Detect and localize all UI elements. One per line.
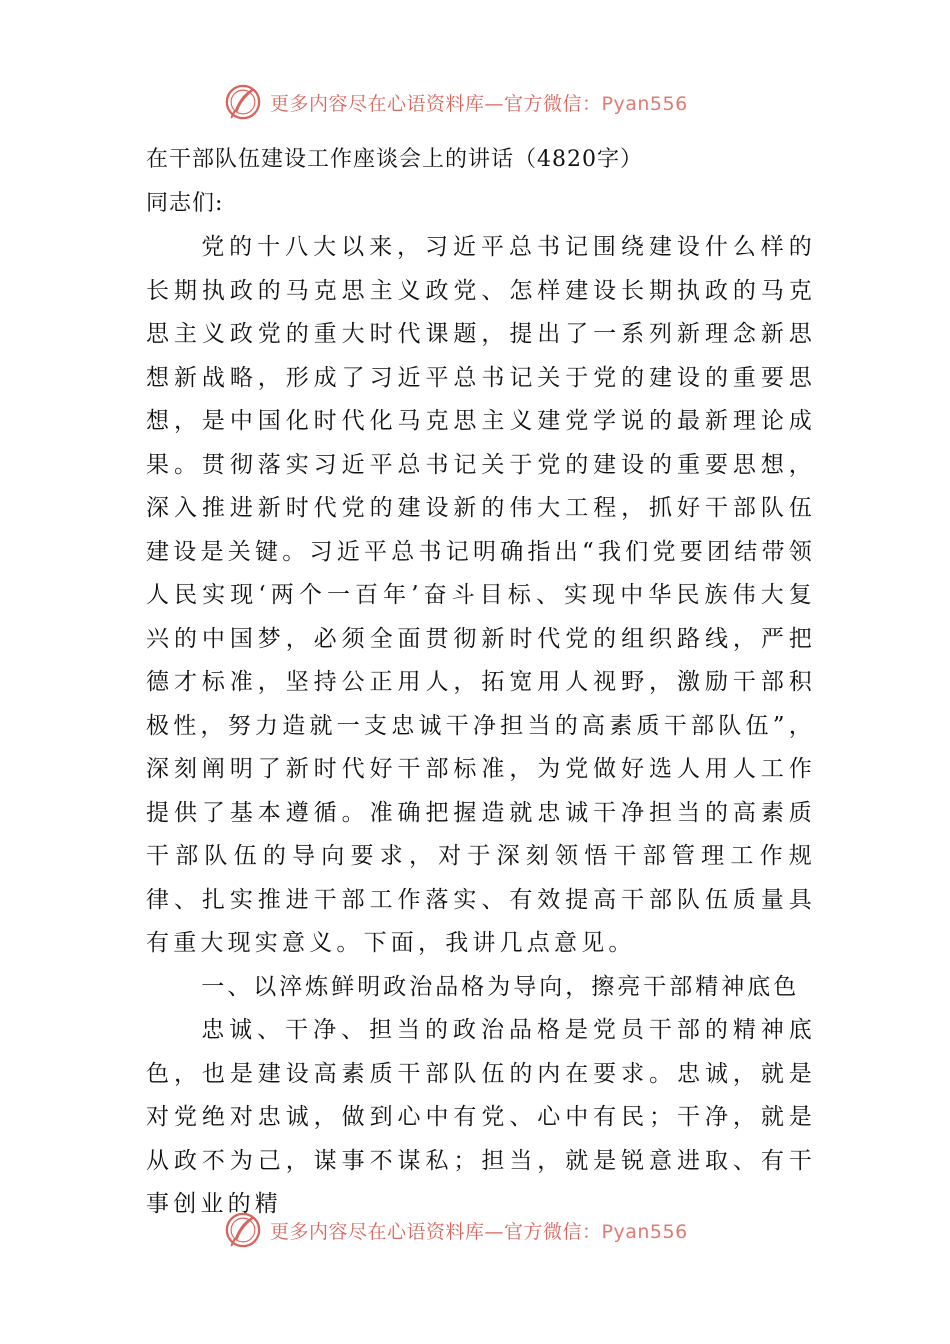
footer-banner-text	[270, 1217, 688, 1244]
quill-logo-icon	[224, 1211, 262, 1249]
document-salutation: 同志们:	[146, 191, 224, 216]
banner-separator: —	[484, 1220, 505, 1243]
footer-banner	[224, 1208, 744, 1252]
banner-wechat-label: 官方微信：	[504, 1220, 602, 1243]
paragraph-intro: 党的十八大以来，习近平总书记围绕建设什么样的长期执政的马克思主义政党、怎样建设长期执政的马克思主义政党的重大时代课题，提出了一系列新理念新思想新战略，形成了习近平总书记关于党的建设的重要思想，是中国化时代化马克思主义建党学说的最新理论成果。贯彻落实习近平总书记关于党的建设的重要思想，深入推进新时代党的建设新的伟大工程，抓好干部队伍建设是关键。习近平总书记明确指出“我们党要团结带领人民实现‘两个一百年’奋斗目标、实现中华民族伟大复兴的中国梦，必须全面贯彻新时代党的组织路线，严把德才标准，坚持公正用人，拓宽用人视野，激励干部积极性，努力造就一支忠诚干净担当的高素质干部队伍”，深刻阐明了新时代好干部标准，为党做好选人用人工作提供了基本遵循。准确把握造就忠诚干净担当的高素质干部队伍的导向要求，对于深刻领悟干部管理工作规律、扎实推进干部工作落实、有效提高干部队伍质量具有重大现实意义。下面，我讲几点意见。	[146, 234, 816, 956]
banner-wechat-id: Pyan556	[601, 92, 688, 115]
banner-wechat-label: 官方微信：	[504, 92, 602, 115]
header-banner	[224, 80, 744, 124]
banner-main-text: 更多内容尽在心语资料库	[270, 1220, 485, 1243]
banner-main-text: 更多内容尽在心语资料库	[270, 92, 485, 115]
document-body	[146, 138, 816, 1227]
quill-logo-icon	[224, 83, 262, 121]
banner-wechat-id: Pyan556	[601, 1220, 688, 1243]
paragraph-section-1: 忠诚、干净、担当的政治品格是党员干部的精神底色，也是建设高素质干部队伍的内在要求。忠诚，就是对党绝对忠诚，做到心中有党、心中有民；干净，就是从政不为己，谋事不谋私；担当，就是锐意进取、有干事创业的精	[146, 1017, 816, 1217]
banner-separator: —	[484, 92, 505, 115]
section-heading-1: 一、以淬炼鲜明政治品格为导向，擦亮干部精神底色	[201, 973, 800, 1000]
document-title: 在干部队伍建设工作座谈会上的讲话（4820字）	[146, 147, 643, 172]
header-banner-text	[270, 89, 688, 116]
